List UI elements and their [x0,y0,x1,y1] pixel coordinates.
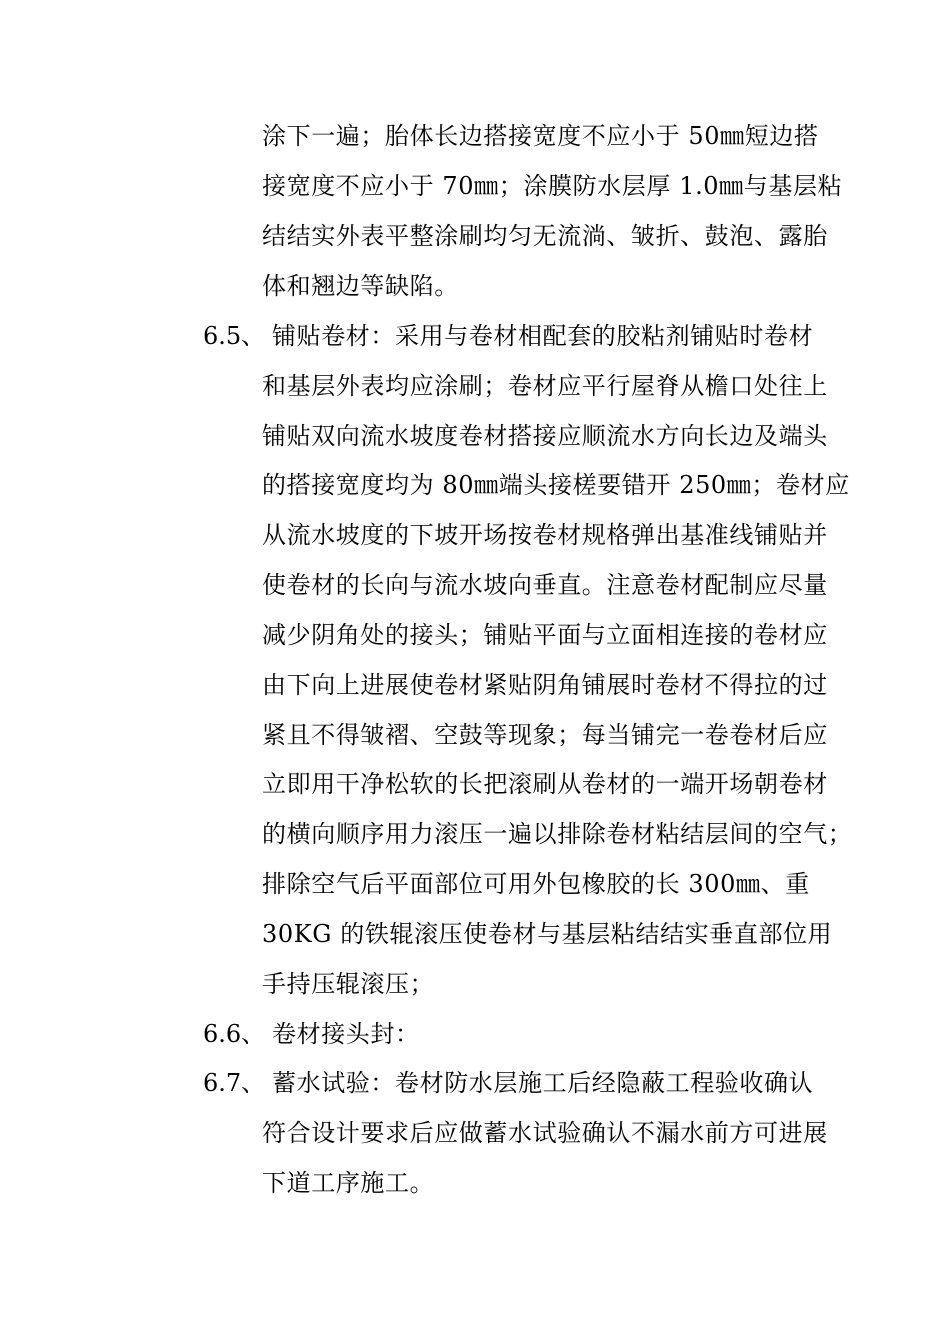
paragraph-line: 接宽度不应小于 70㎜；涂膜防水层厚 1.0㎜与基层粘 [262,172,843,200]
paragraph-line: 立即用干净松软的长把滚刷从卷材的一端开场朝卷材 [262,770,828,798]
paragraph-line: 紧且不得皱褶、空鼓等现象；每当铺完一卷卷材后应 [262,721,828,749]
paragraph-line: 的搭接宽度均为 80㎜端头接槎要错开 250㎜；卷材应 [262,471,850,499]
paragraph-line: 排除空气后平面部位可用外包橡胶的长 300㎜、重 [262,870,810,898]
paragraph-line: 30KG 的铁辊滚压使卷材与基层粘结结实垂直部位用 [262,920,833,948]
paragraph-line: 使卷材的长向与流水坡向垂直。注意卷材配制应尽量 [262,571,828,599]
section-first-line: 铺贴卷材：采用与卷材相配套的胶粘剂铺贴时卷材 [272,322,814,350]
paragraph-line: 减少阴角处的接头；铺贴平面与立面相连接的卷材应 [262,621,828,649]
paragraph-line: 涂下一遍；胎体长边搭接宽度不应小于 50㎜短边搭 [262,122,819,150]
paragraph-line: 的横向顺序用力滚压一遍以排除卷材粘结层间的空气； [262,820,853,848]
paragraph-line: 下道工序施工。 [262,1169,435,1197]
paragraph-line: 体和翘边等缺陷。 [262,272,459,300]
paragraph-line: 铺贴双向流水坡度卷材搭接应顺流水方向长边及端头 [262,422,828,450]
section-first-line: 卷材接头封： [272,1020,420,1048]
paragraph-line: 由下向上进展使卷材紧贴阴角铺展时卷材不得拉的过 [262,671,828,699]
section-number: 6.7、 [203,1069,266,1097]
paragraph-line: 手持压辊滚压； [262,970,435,998]
section-first-line: 蓄水试验：卷材防水层施工后经隐蔽工程验收确认 [272,1069,814,1097]
paragraph-line: 符合设计要求后应做蓄水试验确认不漏水前方可进展 [262,1119,828,1147]
paragraph-line: 从流水坡度的下坡开场按卷材规格弹出基准线铺贴并 [262,521,828,549]
paragraph-line: 和基层外表均应涂刷；卷材应平行屋脊从檐口处往上 [262,372,828,400]
section-number: 6.5、 [203,322,266,350]
section-number: 6.6、 [203,1020,266,1048]
paragraph-line: 结结实外表平整涂刷均匀无流淌、皱折、鼓泡、露胎 [262,222,828,250]
